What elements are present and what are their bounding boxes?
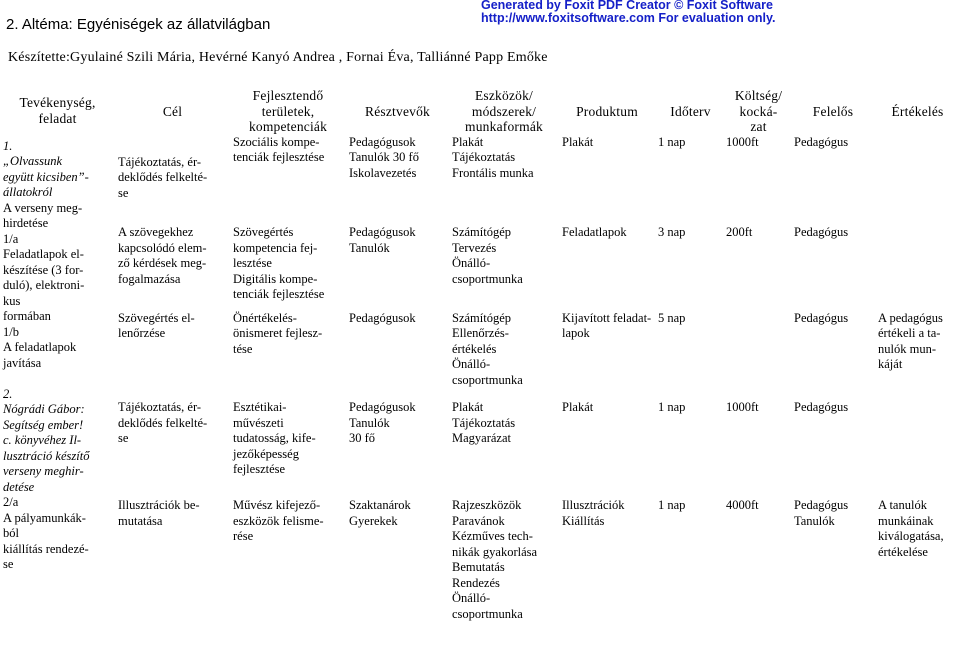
evaluation-cell bbox=[875, 201, 960, 303]
cell-line: Cél bbox=[162, 104, 183, 119]
cell-line bbox=[3, 371, 112, 387]
plan-table bbox=[0, 88, 960, 622]
cell-line: kiválogatása, bbox=[878, 529, 944, 543]
cell-line: Szövegértés bbox=[233, 225, 294, 239]
participants-cell bbox=[346, 135, 449, 202]
cell-line: lesztése bbox=[233, 256, 272, 270]
product-cell bbox=[559, 201, 655, 303]
cell-line: Pedagógus bbox=[794, 310, 849, 325]
cell-line: 2. bbox=[3, 386, 13, 401]
cell-line: tenciák fejlesztése bbox=[233, 287, 325, 301]
goal-cell bbox=[115, 388, 230, 498]
header-activity bbox=[0, 88, 115, 135]
cell-line: verseny meghir- bbox=[3, 464, 84, 478]
cell-line: területek, bbox=[261, 103, 315, 119]
schedule-cell bbox=[655, 388, 726, 498]
goal-cell bbox=[115, 498, 230, 622]
cell-line: munkáinak bbox=[878, 513, 934, 528]
cost-cell bbox=[726, 388, 791, 498]
evaluation-cell bbox=[875, 498, 960, 622]
cell-line: Tevékenység, bbox=[19, 95, 96, 110]
table-row bbox=[0, 201, 960, 303]
cell-line: 3 nap bbox=[658, 225, 686, 239]
cell-line: módszerek/ bbox=[471, 103, 537, 119]
cell-line: 1 nap bbox=[658, 400, 686, 414]
cell-line: tése bbox=[233, 341, 253, 356]
cell-line: A verseny meg- bbox=[3, 200, 83, 215]
responsible-cell bbox=[791, 388, 875, 498]
cell-line: csoportmunka bbox=[452, 372, 523, 387]
competence-cell bbox=[230, 135, 346, 202]
page-title: 2. Altéma: Egyéniségek az állatvilágban bbox=[6, 16, 271, 33]
cell-line: Eszközök/ bbox=[474, 88, 534, 103]
cell-line: Magyarázat bbox=[452, 431, 511, 445]
evaluation-cell bbox=[875, 135, 960, 202]
cell-line: Pedagógus bbox=[794, 400, 849, 414]
cell-line: Kézműves tech- bbox=[452, 529, 533, 543]
tools-cell bbox=[449, 388, 559, 498]
product-cell bbox=[559, 498, 655, 622]
cell-line: nikák gyakorlása bbox=[452, 544, 538, 559]
cell-line: értékelés bbox=[452, 341, 497, 356]
cell-line: lenőrzése bbox=[118, 326, 166, 340]
cell-line: nulók mun- bbox=[878, 341, 936, 356]
cell-line: 1 nap bbox=[658, 134, 686, 149]
cell-line: se bbox=[3, 557, 14, 571]
cell-line: Kijavított feladat- bbox=[562, 310, 652, 325]
cell-line: Paravánok bbox=[452, 513, 505, 528]
cost-cell bbox=[726, 498, 791, 622]
activity-cell bbox=[0, 135, 115, 623]
cell-line: Önértékelés- bbox=[233, 310, 297, 325]
cell-line: Kiállítás bbox=[562, 513, 605, 528]
cell-line: zat bbox=[750, 119, 767, 134]
cell-line: Pedagógusok bbox=[349, 400, 416, 414]
cell-line: lapok bbox=[562, 326, 590, 340]
cell-line: 30 fő bbox=[349, 431, 376, 445]
cell-line: 1/a bbox=[3, 231, 19, 246]
competence-cell bbox=[230, 498, 346, 622]
cell-line: hirdetése bbox=[3, 216, 49, 230]
cell-line: se bbox=[118, 185, 129, 200]
cell-line: értékeli a ta- bbox=[878, 326, 941, 340]
cell-line: feladat bbox=[38, 110, 77, 126]
cell-line: kus bbox=[3, 293, 21, 308]
tools-cell bbox=[449, 135, 559, 202]
cell-line: Értékelés bbox=[891, 104, 944, 119]
cell-line: Tanulók bbox=[349, 415, 390, 430]
evaluation-cell bbox=[875, 388, 960, 498]
tools-cell bbox=[449, 498, 559, 622]
cell-line: csoportmunka bbox=[452, 606, 523, 621]
cell-line: Művész kifejező- bbox=[233, 498, 321, 512]
cell-line: Rajzeszközök bbox=[452, 498, 522, 512]
cell-line: fogalmazása bbox=[118, 271, 181, 286]
goal-cell bbox=[115, 135, 230, 202]
cell-line: 1/b bbox=[3, 324, 19, 339]
cell-line: Szociális kompe- bbox=[233, 134, 320, 149]
tools-cell bbox=[449, 201, 559, 303]
cell-line: együtt kicsiben”- bbox=[3, 169, 89, 184]
cell-line: Illusztrációk bbox=[562, 498, 625, 512]
responsible-cell bbox=[791, 201, 875, 303]
cell-line: kapcsolódó elem- bbox=[118, 240, 207, 255]
competence-cell bbox=[230, 303, 346, 389]
cell-line: Fejlesztendő bbox=[252, 88, 324, 103]
header-schedule bbox=[655, 88, 726, 135]
schedule-cell bbox=[655, 201, 726, 303]
cell-line: „Olvassunk bbox=[3, 154, 63, 168]
cell-line: Tájékoztatás bbox=[452, 150, 516, 164]
cell-line: formában bbox=[3, 309, 51, 323]
cell-line: 1. bbox=[3, 138, 13, 153]
cell-line: Plakát bbox=[562, 400, 594, 414]
cell-line: Önálló- bbox=[452, 591, 491, 605]
header-product bbox=[559, 88, 655, 135]
cell-line: 1000ft bbox=[726, 400, 759, 414]
cell-line: Tervezés bbox=[452, 240, 497, 255]
cell-line: Szaktanárok bbox=[349, 498, 411, 512]
cell-line: 200ft bbox=[726, 225, 753, 239]
cell-line: Tájékoztatás bbox=[452, 415, 516, 430]
header-evaluation bbox=[875, 88, 960, 135]
cell-line: Esztétikai- bbox=[233, 400, 287, 414]
cell-line: kocká- bbox=[739, 103, 778, 119]
header-cost bbox=[726, 88, 791, 135]
table-row bbox=[0, 303, 960, 389]
header-participants bbox=[346, 88, 449, 135]
cell-line: A szövegekhez bbox=[118, 225, 194, 239]
cell-line: Önálló- bbox=[452, 256, 491, 270]
cell-line: Tanulók bbox=[794, 513, 835, 528]
cell-line: Plakát bbox=[452, 134, 484, 149]
cell-line: eszközök felisme- bbox=[233, 513, 324, 528]
cell-line: ból bbox=[3, 526, 19, 540]
cost-cell bbox=[726, 303, 791, 389]
cell-line: rése bbox=[233, 529, 254, 543]
cell-line: Pedagógusok bbox=[349, 310, 416, 325]
cell-line: Rendezés bbox=[452, 575, 500, 590]
watermark-line: http://www.foxitsoftware.com For evaluation only. bbox=[481, 11, 776, 25]
cell-line: ző kérdések meg- bbox=[118, 256, 207, 270]
cell-line: tenciák fejlesztése bbox=[233, 150, 325, 164]
cell-line: Feladatlapok el- bbox=[3, 247, 84, 261]
cell-line: Pedagógus bbox=[794, 225, 849, 239]
cell-line: kompetencia fej- bbox=[233, 240, 318, 255]
cell-line: Illusztrációk be- bbox=[118, 498, 200, 512]
responsible-cell bbox=[791, 498, 875, 622]
cell-line: A feladatlapok bbox=[3, 340, 77, 354]
cell-line: tudatosság, kife- bbox=[233, 431, 316, 445]
competence-cell bbox=[230, 388, 346, 498]
cell-line: Pedagógus bbox=[794, 498, 849, 512]
header-responsible bbox=[791, 88, 875, 135]
cell-line: 4000ft bbox=[726, 498, 759, 512]
header-goal bbox=[115, 88, 230, 135]
cell-line: Bemutatás bbox=[452, 560, 505, 574]
cell-line: 1000ft bbox=[726, 134, 759, 149]
participants-cell bbox=[346, 498, 449, 622]
cell-line: Számítógép bbox=[452, 225, 512, 239]
responsible-cell bbox=[791, 303, 875, 389]
foxit-watermark bbox=[481, 0, 775, 25]
cell-line: Szövegértés el- bbox=[118, 310, 195, 325]
cell-line: Felelős bbox=[812, 104, 854, 119]
participants-cell bbox=[346, 388, 449, 498]
schedule-cell bbox=[655, 135, 726, 202]
cell-line: Tájékoztatás, ér- bbox=[118, 400, 202, 414]
cell-line: Nógrádi Gábor: bbox=[3, 402, 85, 416]
cell-line: kompetenciák bbox=[248, 119, 328, 134]
evaluation-cell bbox=[875, 303, 960, 389]
cell-line: 5 nap bbox=[658, 310, 686, 325]
cell-line: Iskolavezetés bbox=[349, 165, 417, 180]
cell-line: Digitális kompe- bbox=[233, 271, 318, 286]
cell-line: állatokról bbox=[3, 185, 53, 199]
cell-line: Frontális munka bbox=[452, 165, 534, 180]
cell-line: Költség/ bbox=[734, 88, 783, 103]
cell-line: önismeret fejlesz- bbox=[233, 326, 323, 340]
cell-line: fejlesztése bbox=[233, 462, 286, 476]
cell-line: művészeti bbox=[233, 415, 284, 430]
cell-line: Időterv bbox=[670, 104, 711, 119]
header-row bbox=[0, 88, 960, 135]
cell-line: Tanulók bbox=[349, 240, 390, 255]
cell-line: Pedagógus bbox=[794, 134, 849, 149]
cell-line: Tájékoztatás, ér- bbox=[118, 154, 202, 169]
cell-line: se bbox=[118, 431, 129, 445]
participants-cell bbox=[346, 201, 449, 303]
watermark-line: Generated by Foxit PDF Creator © Foxit Software bbox=[481, 0, 773, 12]
cell-line: kiállítás rendezé- bbox=[3, 541, 89, 556]
cell-line: csoportmunka bbox=[452, 271, 523, 286]
cell-line: lusztráció készítő bbox=[3, 448, 90, 463]
cell-line: detése bbox=[3, 479, 35, 494]
cell-line: Plakát bbox=[562, 134, 594, 149]
cell-line: A pedagógus bbox=[878, 310, 943, 325]
schedule-cell bbox=[655, 498, 726, 622]
cell-line: Önálló- bbox=[452, 357, 491, 371]
competence-cell bbox=[230, 201, 346, 303]
cell-line: Résztvevők bbox=[365, 104, 430, 119]
schedule-cell bbox=[655, 303, 726, 389]
cell-line: Plakát bbox=[452, 400, 484, 414]
tools-cell bbox=[449, 303, 559, 389]
goal-cell bbox=[115, 201, 230, 303]
cell-line: deklődés felkelté- bbox=[118, 170, 208, 184]
cell-line: deklődés felkelté- bbox=[118, 415, 208, 430]
header-tools bbox=[449, 88, 559, 135]
participants-cell bbox=[346, 303, 449, 389]
cell-line: Ellenőrzés- bbox=[452, 326, 509, 340]
cell-line: jezőképesség bbox=[233, 446, 299, 461]
cell-line: Számítógép bbox=[452, 310, 512, 325]
cell-line: 2/a bbox=[3, 495, 19, 509]
cell-line: c. könyvéhez Il- bbox=[3, 433, 82, 447]
cell-line: Produktum bbox=[576, 104, 638, 119]
cell-line: Tanulók 30 fő bbox=[349, 150, 419, 164]
cell-line: Segítség ember! bbox=[3, 417, 84, 432]
cost-cell bbox=[726, 135, 791, 202]
cell-line: mutatása bbox=[118, 513, 163, 528]
table-row bbox=[0, 388, 960, 498]
goal-cell bbox=[115, 303, 230, 389]
cost-cell bbox=[726, 201, 791, 303]
cell-line: Gyerekek bbox=[349, 513, 398, 528]
product-cell bbox=[559, 303, 655, 389]
authors-line: Készítette:Gyulainé Szili Mária, Hevérné Kanyó Andrea , Fornai Éva, Talliánné Papp Emőke bbox=[8, 50, 548, 65]
cell-line: A pályamunkák- bbox=[3, 510, 86, 525]
product-cell bbox=[559, 135, 655, 202]
cell-line: javítása bbox=[3, 355, 42, 370]
cell-line: káját bbox=[878, 357, 903, 371]
cell-line: Pedagógusok bbox=[349, 134, 416, 149]
product-cell bbox=[559, 388, 655, 498]
cell-line: Pedagógusok bbox=[349, 225, 416, 239]
cell-line: Feladatlapok bbox=[562, 225, 627, 239]
table-row bbox=[0, 498, 960, 622]
header-competence bbox=[230, 88, 346, 135]
cell-line: készítése (3 for- bbox=[3, 262, 84, 277]
cell-line: munkaformák bbox=[465, 119, 543, 134]
table-row bbox=[0, 135, 960, 202]
cell-line: 1 nap bbox=[658, 498, 686, 512]
responsible-cell bbox=[791, 135, 875, 202]
cell-line: A tanulók bbox=[878, 498, 927, 512]
cell-line: duló), elektroni- bbox=[3, 278, 85, 292]
cell-line: értékelése bbox=[878, 544, 928, 559]
